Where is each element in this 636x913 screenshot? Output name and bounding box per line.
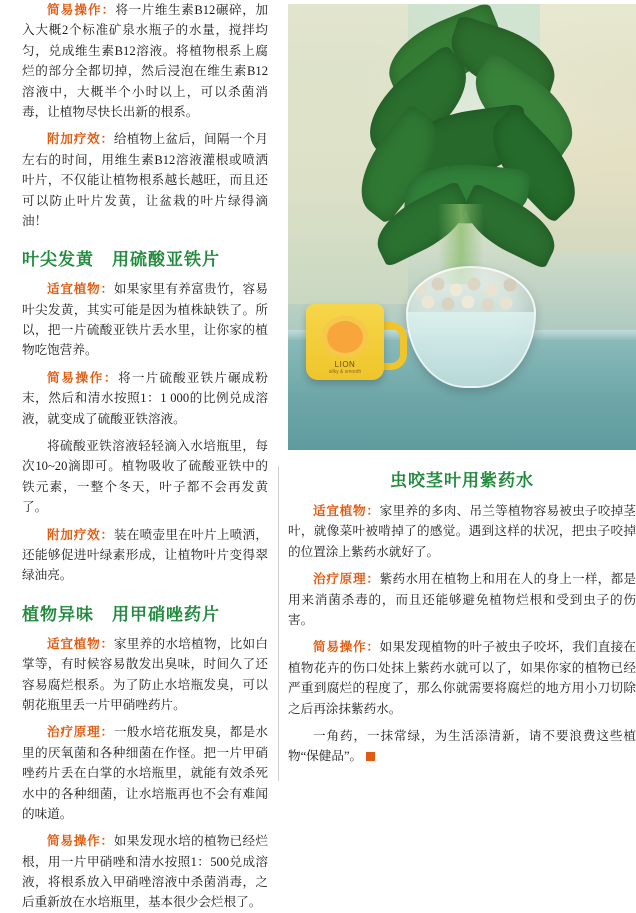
paragraph-body: 如果发现水培的植物已经烂根，用一片甲硝唑和清水按照1：500兑成溶液，将根系放入甲硝唑溶液中杀菌消毒，之后重新放在水培瓶里，基本很少会烂根了。 — [22, 834, 269, 910]
paragraph-operation-2 — [22, 831, 268, 913]
paragraph-lead: 治疗原理： — [313, 572, 380, 587]
paragraph-suitable-plants-1 — [22, 279, 268, 361]
paragraph-lead: 附加疗效： — [47, 527, 114, 542]
right-text-column — [288, 466, 636, 781]
paragraph-body: 家里养的多肉、吊兰等植物容易被虫子咬掉茎叶，就像菜叶被啃掉了的感觉。遇到这样的状况，把虫子咬掉的位置涂上紫药水就好了。 — [288, 504, 636, 559]
mug-brand-label: LION — [334, 360, 356, 369]
paragraph-lead: 治疗原理： — [47, 725, 114, 740]
column-divider — [278, 466, 279, 781]
section-heading-yellow-leaf-tips — [22, 245, 268, 270]
photo-canvas — [288, 4, 636, 450]
lion-face-icon — [322, 316, 368, 358]
heading-topic: 叶尖发黄 — [22, 250, 94, 270]
paragraph-body: 一般水培花瓶发臭，都是水里的厌氧菌和各种细菌在作怪。把一片甲硝唑药片丢在白掌的水培瓶里，就能有效杀死水中的各种细菌，让水培瓶再也不会有难闻的味道。 — [22, 725, 269, 821]
paragraph-b12-operation — [22, 0, 268, 122]
paragraph-body: 将一片维生素B12碾碎，加入大概2个标准矿泉水瓶子的水量，搅拌均匀，兑成维生素B12溶液。将植物根系上腐烂的部分全都切掉，然后浸泡在维生素B12溶液中，大概半个小时以上，可以杀菌消毒，让植物尽快长出新的根系。 — [22, 3, 269, 119]
heading-topic: 虫咬茎叶 — [390, 471, 462, 490]
paragraph-principle-3 — [288, 569, 636, 630]
paragraph-body: 家里养的水培植物，比如白掌等，有时候容易散发出臭味，时间久了还容易腐烂根系。为了防止水培瓶发臭，可以朝花瓶里丢一片甲硝唑药片。 — [22, 636, 269, 712]
paragraph-lead: 适宜植物： — [47, 282, 114, 297]
paragraph-body: 将一片硫酸亚铁片碾成粉末，然后和清水按照1：1 000的比例兑成溶液，就变成了硫酸亚铁溶液。 — [22, 370, 269, 426]
heading-remedy: 用硫酸亚铁片 — [112, 250, 220, 270]
paragraph-body: 如果发现植物的叶子被虫子咬坏，我们直接在植物花卉的伤口处抹上紫药水就可以了，如果你家的植物已经严重到腐烂的程度了，那么你就需要将腐烂的地方用小刀切除之后再涂抹紫药水。 — [288, 640, 636, 716]
paragraph-body: 如果家里有养富贵竹，容易叶尖发黄，其实可能是因为植株缺铁了。所以，把一片硫酸亚铁片丢水里，让你家的植物吃饱营养。 — [22, 282, 269, 358]
decorative-pebbles — [408, 274, 534, 314]
paragraph-lead: 简易操作： — [47, 3, 116, 17]
paragraph-b12-extra-effect — [22, 129, 268, 231]
paragraph-lead: 适宜植物： — [47, 636, 114, 651]
paragraph-dosage-1 — [22, 436, 268, 518]
mug-sub-label: silky & smooth — [328, 369, 362, 375]
left-text-column — [22, 0, 269, 910]
paragraph-suitable-plants-2 — [22, 634, 268, 716]
paragraph-body: 给植物上盆后，间隔一个月左右的时间，用维生素B12溶液灌根或喷洒叶片，不仅能让植物根系越长越旺，而且还可以防止叶片发黄，让盆栽的叶片绿得滴油！ — [22, 132, 269, 228]
paragraph-operation-1 — [22, 368, 268, 429]
paragraph-lead: 适宜植物： — [313, 504, 380, 518]
paragraph-lead: 简易操作： — [47, 834, 114, 849]
paragraph-body: 将硫酸亚铁溶液轻轻滴入水培瓶里，每次10~20滴即可。植物吸收了硫酸亚铁中的铁元素，一整个冬天，叶子都不会再发黄了。 — [22, 439, 268, 515]
paragraph-body: 一角药，一抹常绿，为生活添清新，请不要浪费这些植物“保健品”。 — [288, 728, 636, 764]
glass-vase — [406, 266, 536, 388]
heading-remedy: 用甲硝唑药片 — [112, 604, 220, 624]
paragraph-extra-effect-1 — [22, 525, 268, 586]
paragraph-body: 装在喷壶里在叶片上喷洒，还能够促进叶绿素形成，让植物叶片变得翠绿油亮。 — [22, 527, 269, 583]
paragraph-operation-3 — [288, 637, 636, 719]
section-heading-insect-bites — [288, 466, 636, 491]
lion-mug — [306, 304, 384, 380]
plant-photo — [288, 4, 636, 450]
paragraph-body: 紫药水用在植物上和用在人的身上一样，都是用来消菌杀毒的，而且还能够避免植物烂根和受到虫子的伤害。 — [288, 572, 636, 627]
paragraph-principle-2 — [22, 722, 268, 824]
heading-remedy: 用紫药水 — [462, 471, 534, 490]
end-mark-icon — [366, 752, 375, 761]
paragraph-suitable-plants-3 — [288, 501, 636, 562]
section-heading-plant-odor — [22, 600, 268, 625]
heading-topic: 植物异味 — [22, 604, 94, 624]
paragraph-lead: 附加疗效： — [47, 132, 114, 147]
paragraph-lead: 简易操作： — [313, 640, 380, 655]
vase-water — [408, 312, 534, 386]
paragraph-closing — [288, 726, 636, 767]
paragraph-lead: 简易操作： — [47, 370, 119, 385]
